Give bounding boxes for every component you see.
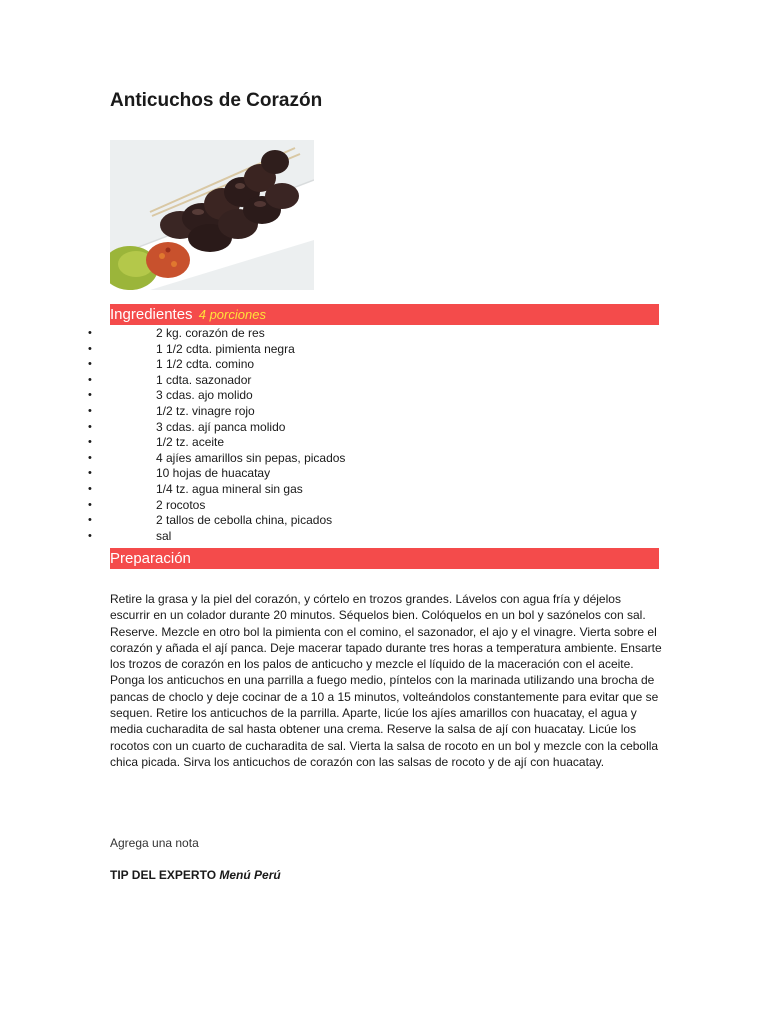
bullet-icon: •: [88, 342, 92, 355]
bullet-icon: •: [88, 420, 92, 433]
bullet-icon: •: [88, 482, 92, 495]
bullet-icon: •: [88, 514, 92, 527]
ingredient-text: 2 tallos de cebolla china, picados: [156, 513, 333, 528]
bullet-icon: •: [88, 358, 92, 371]
ingredient-text: 4 ajíes amarillos sin pepas, picados: [156, 450, 346, 465]
anticuchos-illustration: [110, 140, 314, 290]
ingredient-text: 10 hojas de huacatay: [156, 466, 271, 481]
preparation-header: [110, 548, 659, 569]
bullet-icon: •: [88, 436, 92, 449]
add-note-link[interactable]: Agrega una nota: [110, 836, 199, 850]
ingredients-heading: Ingredientes: [110, 306, 193, 323]
ingredient-text: 1/4 tz. agua mineral sin gas: [156, 481, 303, 496]
ingredient-text: 3 cdas. ají panca molido: [156, 419, 286, 434]
tip-label: TIP DEL EXPERTO: [110, 868, 217, 882]
bullet-icon: •: [88, 373, 92, 386]
bullet-icon: •: [88, 498, 92, 511]
ingredient-text: 2 rocotos: [156, 497, 206, 512]
bullet-icon: •: [88, 389, 92, 402]
preparation-text: Retire la grasa y la piel del corazón, y córtelo en trozos grandes. Lávelos con agua fría y déjelos escurrir en un colador durante 20 minutos. Séquelos bien. Colóquelos en un bol y sazónelos con sal. Reserve. Mezcle en otro bol la pimienta con el comino, el sazonador, el ajo y el vinagre. Vierta sobre el corazón y añada el ají panca. Deje macerar tapado durante tres horas a temperatura ambiente. Ensarte los trozos de corazón en los palos de anticucho y mezcle el líquido de la maceración con el aceite. Ponga los anticuchos en una parrilla a fuego medio, píntelos con la marinada utilizando una brocha de pancas de choclo y deje cocinar de a 10 a 15 minutos, volteándolos constantemente para evitar que se sequen. Retire los anticuchos de la parrilla. Aparte, licúe los ajíes amarillos con huacatay, el agua y media cucharadita de sal hasta obtener una crema. Reserve la salsa de ají con huacatay. Licúe los rocotos con un cuarto de cucharadita de sal. Vierta la salsa de rocoto en un bol y mezcle con la cebolla chica picada. Sirva los anticuchos de corazón con las salsas de rocoto y de ají con huacatay.: [110, 592, 662, 769]
ingredient-text: 1 1/2 cdta. pimienta negra: [156, 341, 295, 356]
bullet-icon: •: [88, 404, 92, 417]
portions-label: 4 porciones: [198, 307, 266, 322]
ingredient-text: 1 cdta. sazonador: [156, 372, 252, 387]
ingredient-text: 3 cdas. ajo molido: [156, 388, 253, 403]
ingredient-text: 1 1/2 cdta. comino: [156, 357, 255, 372]
ingredients-header: [110, 304, 659, 325]
bullet-icon: •: [88, 529, 92, 542]
ingredient-text: 1/2 tz. aceite: [156, 435, 225, 450]
bullet-icon: •: [88, 451, 92, 464]
ingredient-text: 1/2 tz. vinagre rojo: [156, 403, 255, 418]
bullet-icon: •: [88, 327, 92, 339]
recipe-photo: [110, 140, 314, 290]
recipe-title: Anticuchos de Corazón: [110, 90, 323, 111]
tip-source: Menú Perú: [219, 868, 281, 882]
ingredient-text: 2 kg. corazón de res: [156, 326, 265, 340]
expert-tip: [110, 868, 281, 882]
ingredient-text: sal: [156, 528, 172, 543]
preparation-heading: Preparación: [110, 550, 191, 567]
bullet-icon: •: [88, 467, 92, 480]
